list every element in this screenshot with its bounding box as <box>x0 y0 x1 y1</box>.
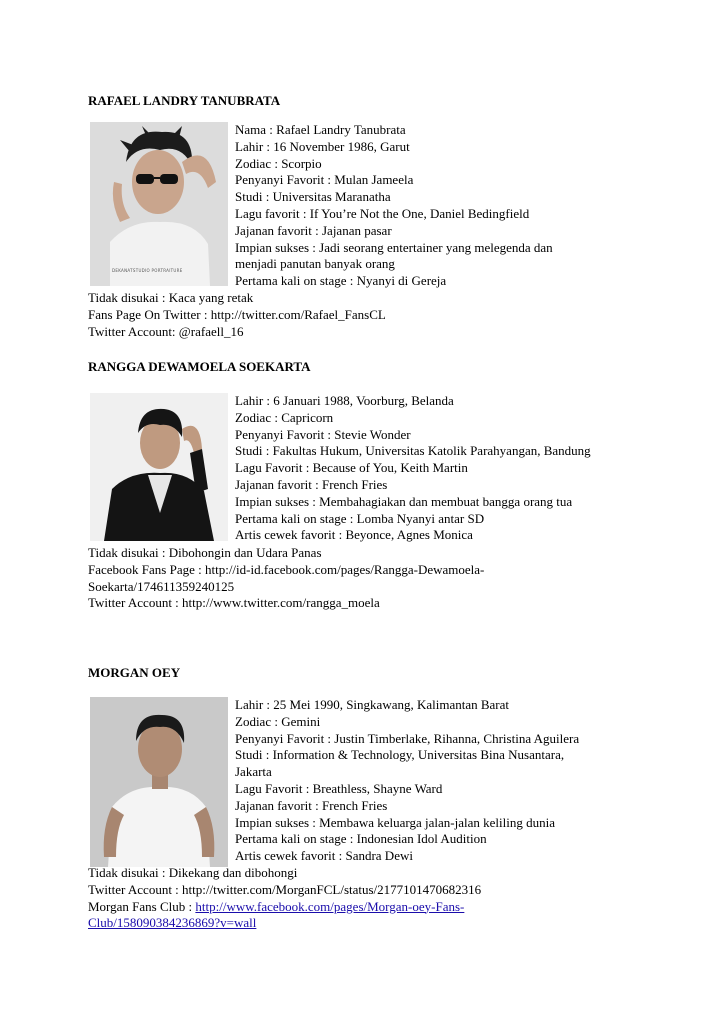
info-line: Studi : Information & Technology, Universitas Bina Nusantara, <box>235 747 565 763</box>
profile-tail-block <box>88 865 648 932</box>
tail-line: Twitter Account : http://twitter.com/MorganFCL/status/2177101470682316 <box>88 881 482 897</box>
info-line: Lahir : 25 Mei 1990, Singkawang, Kalimantan Barat <box>235 697 510 712</box>
profile-photo <box>90 122 228 286</box>
info-line: Lahir : 6 Januari 1988, Voorburg, Belanda <box>235 393 454 408</box>
profile-tail-block <box>88 290 648 340</box>
info-line: Penyanyi Favorit : Justin Timberlake, Rihanna, Christina Aguilera <box>235 730 580 746</box>
profile-info-block <box>235 122 655 290</box>
info-line: Jajanan favorit : French Fries <box>235 476 388 492</box>
photo-morgan-illustration <box>90 697 228 867</box>
tail-line: Facebook Fans Page : http://id-id.facebook.com/pages/Rangga-Dewamoela- <box>88 561 485 577</box>
info-line: Artis cewek favorit : Sandra Dewi <box>235 848 413 864</box>
profile-info-block <box>235 393 655 544</box>
info-line: Zodiac : Gemini <box>235 713 321 729</box>
info-line: Pertama kali on stage : Lomba Nyanyi antar SD <box>235 510 485 526</box>
fans-club-link[interactable]: http://www.facebook.com/pages/Morgan-oey-Fans- <box>195 898 465 914</box>
info-line: Lagu Favorit : Breathless, Shayne Ward <box>235 780 443 796</box>
info-line: Jajanan favorit : Jajanan pasar <box>235 222 392 238</box>
info-line: Pertama kali on stage : Indonesian Idol Audition <box>235 831 487 847</box>
tail-line: Tidak disukai : Dikekang dan dibohongi <box>88 865 298 880</box>
info-line: Lagu Favorit : Because of You, Keith Martin <box>235 460 468 476</box>
info-line: Lagu favorit : If You’re Not the One, Daniel Bedingfield <box>235 205 530 221</box>
info-line: Zodiac : Capricorn <box>235 409 334 425</box>
info-line: Zodiac : Scorpio <box>235 155 322 171</box>
fans-club-line-continued <box>88 915 648 932</box>
fans-club-label: Morgan Fans Club : <box>88 898 196 914</box>
profile-info-block <box>235 697 655 865</box>
info-line: Impian sukses : Membahagiakan dan membuat bangga orang tua <box>235 493 573 509</box>
photo-caption: DEKANATSTUDIO PORTRAITURE <box>112 268 183 273</box>
info-line: Impian sukses : Jadi seorang entertainer yang melegenda dan <box>235 239 553 255</box>
tail-line: Twitter Account: @rafaell_16 <box>88 323 244 339</box>
tail-line: Tidak disukai : Kaca yang retak <box>88 290 254 305</box>
tail-line: Soekarta/174611359240125 <box>88 578 235 594</box>
photo-rafael-illustration <box>90 122 228 286</box>
info-line: Pertama kali on stage : Nyanyi di Gereja <box>235 273 447 289</box>
profile-name-heading: RAFAEL LANDRY TANUBRATA <box>88 93 281 108</box>
info-line: Nama : Rafael Landry Tanubrata <box>235 122 406 137</box>
tail-line: Fans Page On Twitter : http://twitter.com/Rafael_FansCL <box>88 306 386 322</box>
photo-rangga-illustration <box>90 393 228 541</box>
info-line: menjadi panutan banyak orang <box>235 256 395 272</box>
profile-photo <box>90 697 228 867</box>
info-line: Jakarta <box>235 764 272 780</box>
fans-club-link-continued[interactable]: Club/158090384236869?v=wall <box>88 915 257 931</box>
info-line: Studi : Fakultas Hukum, Universitas Katolik Parahyangan, Bandung <box>235 443 591 459</box>
profile-tail-block <box>88 545 648 612</box>
tail-line: Twitter Account : http://www.twitter.com/rangga_moela <box>88 595 380 611</box>
profile-name-heading: RANGGA DEWAMOELA SOEKARTA <box>88 359 311 374</box>
info-line: Studi : Universitas Maranatha <box>235 189 391 205</box>
fans-club-line <box>88 899 648 916</box>
info-line: Penyanyi Favorit : Mulan Jameela <box>235 172 414 188</box>
profile-photo <box>90 393 228 541</box>
info-line: Impian sukses : Membawa keluarga jalan-jalan keliling dunia <box>235 814 555 830</box>
info-line: Jajanan favorit : French Fries <box>235 797 388 813</box>
info-line: Penyanyi Favorit : Stevie Wonder <box>235 426 411 442</box>
info-line: Artis cewek favorit : Beyonce, Agnes Monica <box>235 527 473 543</box>
profile-name-heading: MORGAN OEY <box>88 665 181 680</box>
tail-line: Tidak disukai : Dibohongin dan Udara Panas <box>88 545 322 560</box>
info-line: Lahir : 16 November 1986, Garut <box>235 138 410 154</box>
